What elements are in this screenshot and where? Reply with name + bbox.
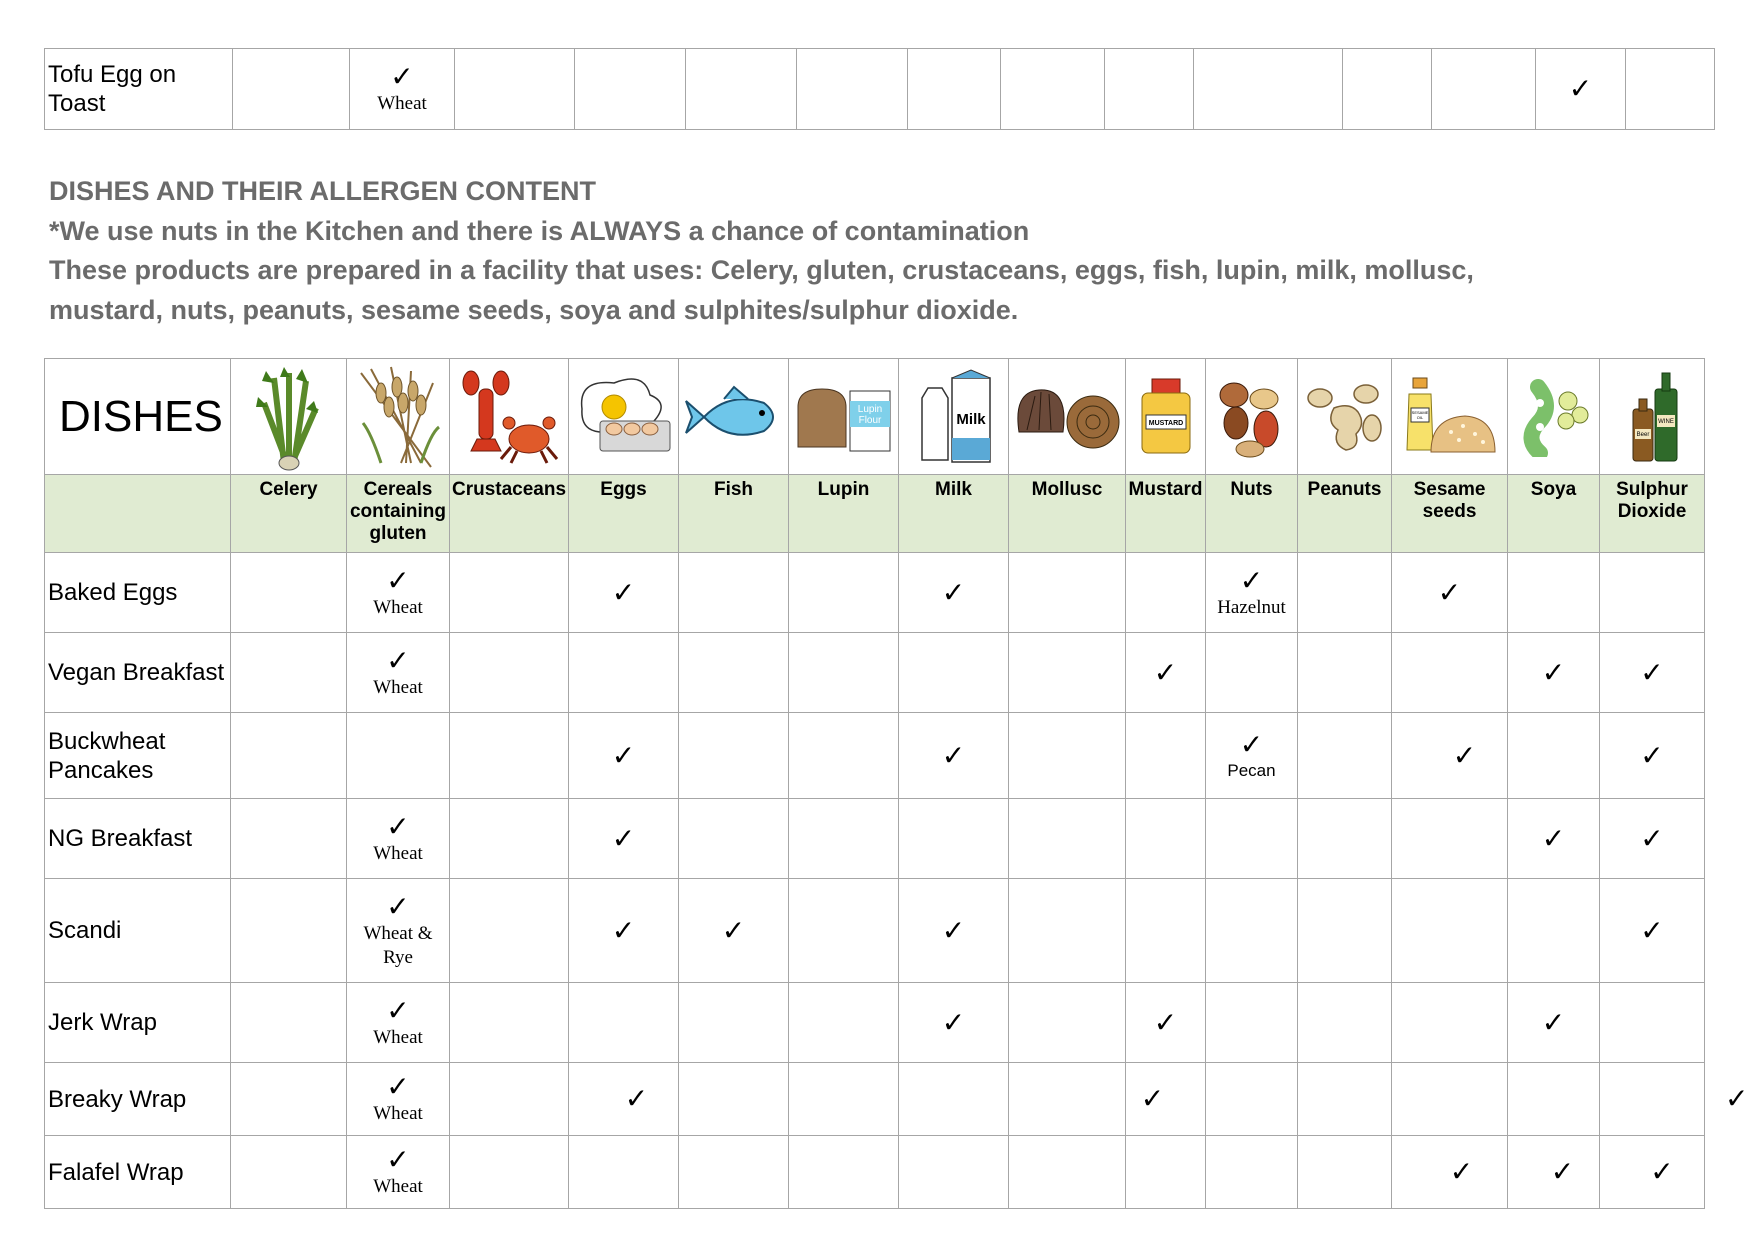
top-partial-table: [44, 48, 1715, 130]
dish-name: Falafel Wrap: [45, 1136, 231, 1209]
allergen-label-gluten: Cereals containing gluten: [347, 475, 450, 553]
check-icon: ✓: [1239, 727, 1264, 761]
check-icon: ✓: [386, 889, 410, 923]
peanuts-icon: [1298, 359, 1392, 475]
check-icon: ✓: [1452, 738, 1477, 772]
mollusc-icon: [1009, 359, 1126, 475]
gluten-cell: [350, 49, 455, 130]
check-icon: ✓: [1550, 1155, 1575, 1188]
gluten-note: Wheat & Rye: [363, 922, 433, 968]
nuts-note: Pecan: [1227, 760, 1276, 780]
allergen-label-nuts: Nuts: [1206, 475, 1298, 553]
allergen-intro: [49, 172, 1709, 330]
check-icon: ✓: [1541, 1005, 1566, 1039]
sulphur-dioxide-icon: [1600, 359, 1705, 475]
svg-text:Milk: Milk: [955, 410, 986, 428]
svg-text:WINE: WINE: [1658, 419, 1674, 425]
allergen-label-crustaceans: Crustaceans: [450, 475, 569, 553]
allergen-label-eggs: Eggs: [569, 475, 679, 553]
svg-text:Beer: Beer: [1636, 432, 1650, 438]
allergen-icon-row: [45, 359, 1705, 475]
check-icon: ✓: [941, 913, 966, 947]
check-icon: ✓: [1140, 1082, 1165, 1115]
check-icon: ✓: [1153, 1005, 1178, 1039]
allergen-label-fish: Fish: [679, 475, 789, 553]
table-row: [45, 633, 1705, 713]
svg-text:SESAME: SESAME: [1411, 410, 1428, 415]
sesame-icon: [1392, 359, 1508, 475]
check-icon: ✓: [386, 993, 410, 1027]
allergen-table: [44, 358, 1749, 1209]
dish-name: NG Breakfast: [45, 799, 231, 879]
facility-notice-line-2: mustard, nuts, peanuts, sesame seeds, soya and sulphites/sulphur dioxide.: [49, 294, 1019, 325]
check-icon: ✓: [611, 913, 636, 947]
allergen-label-celery: Celery: [231, 475, 347, 553]
check-icon: ✓: [1541, 655, 1566, 689]
gluten-note: Wheat: [373, 1176, 423, 1197]
svg-text:Flour: Flour: [858, 414, 881, 426]
check-icon: ✓: [386, 1070, 410, 1103]
table-row: [45, 1136, 1705, 1209]
gluten-note: Wheat: [373, 1103, 423, 1124]
dish-name: Baked Eggs: [45, 553, 231, 633]
check-icon: ✓: [941, 575, 966, 609]
wheat-icon: [347, 359, 450, 475]
gluten-note: Wheat: [373, 1026, 423, 1048]
lupin-icon: [789, 359, 899, 475]
svg-text:MUSTARD: MUSTARD: [1148, 419, 1183, 427]
dish-name: Buckwheat Pancakes: [45, 713, 231, 799]
celery-icon: [231, 359, 347, 475]
svg-text:OIL: OIL: [1416, 415, 1423, 420]
check-icon: ✓: [721, 913, 746, 947]
mustard-icon: [1126, 359, 1206, 475]
check-icon: ✓: [1153, 655, 1178, 689]
allergen-label-lupin: Lupin: [789, 475, 899, 553]
dish-name: Jerk Wrap: [45, 983, 231, 1063]
check-icon: ✓: [386, 1143, 410, 1176]
soya-cell: [1536, 49, 1626, 130]
table-row: [45, 713, 1705, 799]
table-row: [45, 1063, 1705, 1136]
check-icon: ✓: [1437, 575, 1462, 609]
page-title: DISHES AND THEIR ALLERGEN CONTENT: [49, 176, 597, 206]
check-icon: ✓: [1541, 821, 1566, 855]
allergen-label-sulphur-dioxide: Sulphur Dioxide: [1600, 475, 1705, 553]
table-row: [45, 553, 1705, 633]
allergen-label-row: [45, 475, 1705, 553]
allergen-label-peanuts: Peanuts: [1298, 475, 1392, 553]
check-icon: ✓: [941, 1005, 966, 1039]
dish-name: Tofu Egg on Toast: [45, 49, 233, 130]
check-icon: ✓: [386, 563, 410, 597]
facility-notice-line-1: These products are prepared in a facility that uses: Celery, gluten, crustaceans, eggs, fish, lupin, milk, mollusc,: [49, 255, 1474, 285]
check-icon: ✓: [1650, 1155, 1674, 1188]
check-icon: ✓: [1640, 913, 1664, 947]
dish-name: Vegan Breakfast: [45, 633, 231, 713]
nuts-note: Hazelnut: [1217, 596, 1286, 618]
allergen-label-mustard: Mustard: [1126, 475, 1206, 553]
allergen-label-milk: Milk: [899, 475, 1009, 553]
dish-name: Scandi: [45, 879, 231, 983]
gluten-note: Wheat: [377, 93, 427, 114]
dishes-header: DISHES: [45, 359, 231, 475]
eggs-icon: [569, 359, 679, 475]
crustaceans-icon: [450, 359, 569, 475]
check-icon: ✓: [386, 809, 410, 843]
check-icon: ✓: [624, 1082, 649, 1115]
gluten-note: Wheat: [373, 842, 423, 864]
check-icon: ✓: [1640, 655, 1664, 689]
table-row: [45, 799, 1705, 879]
milk-icon: [899, 359, 1009, 475]
gluten-note: Wheat: [373, 596, 423, 618]
check-icon: ✓: [1640, 821, 1664, 855]
gluten-note: Wheat: [373, 676, 423, 698]
allergen-label-mollusc: Mollusc: [1009, 475, 1126, 553]
fish-icon: [679, 359, 789, 475]
soya-icon: [1508, 359, 1600, 475]
check-icon: ✓: [941, 738, 966, 772]
table-row: [45, 879, 1705, 983]
check-icon: ✓: [1449, 1155, 1474, 1188]
check-icon: ✓: [1640, 738, 1664, 772]
allergen-label-soya: Soya: [1508, 475, 1600, 553]
table-row: [45, 983, 1705, 1063]
dish-name: Breaky Wrap: [45, 1063, 231, 1136]
allergen-label-sesame: Sesame seeds: [1392, 475, 1508, 553]
check-icon: ✓: [1239, 563, 1264, 597]
check-icon: ✓: [611, 738, 636, 772]
check-icon: ✓: [386, 643, 410, 677]
check-icon: ✓: [1568, 72, 1593, 105]
check-icon: ✓: [1725, 1082, 1749, 1115]
check-icon: ✓: [611, 575, 636, 609]
svg-text:Lupin: Lupin: [857, 403, 882, 415]
check-icon: ✓: [611, 821, 636, 855]
nuts-icon: [1206, 359, 1298, 475]
table-row: [45, 49, 1715, 130]
check-icon: ✓: [390, 60, 414, 93]
nuts-warning: *We use nuts in the Kitchen and there is ALWAYS a chance of contamination: [49, 215, 1030, 246]
